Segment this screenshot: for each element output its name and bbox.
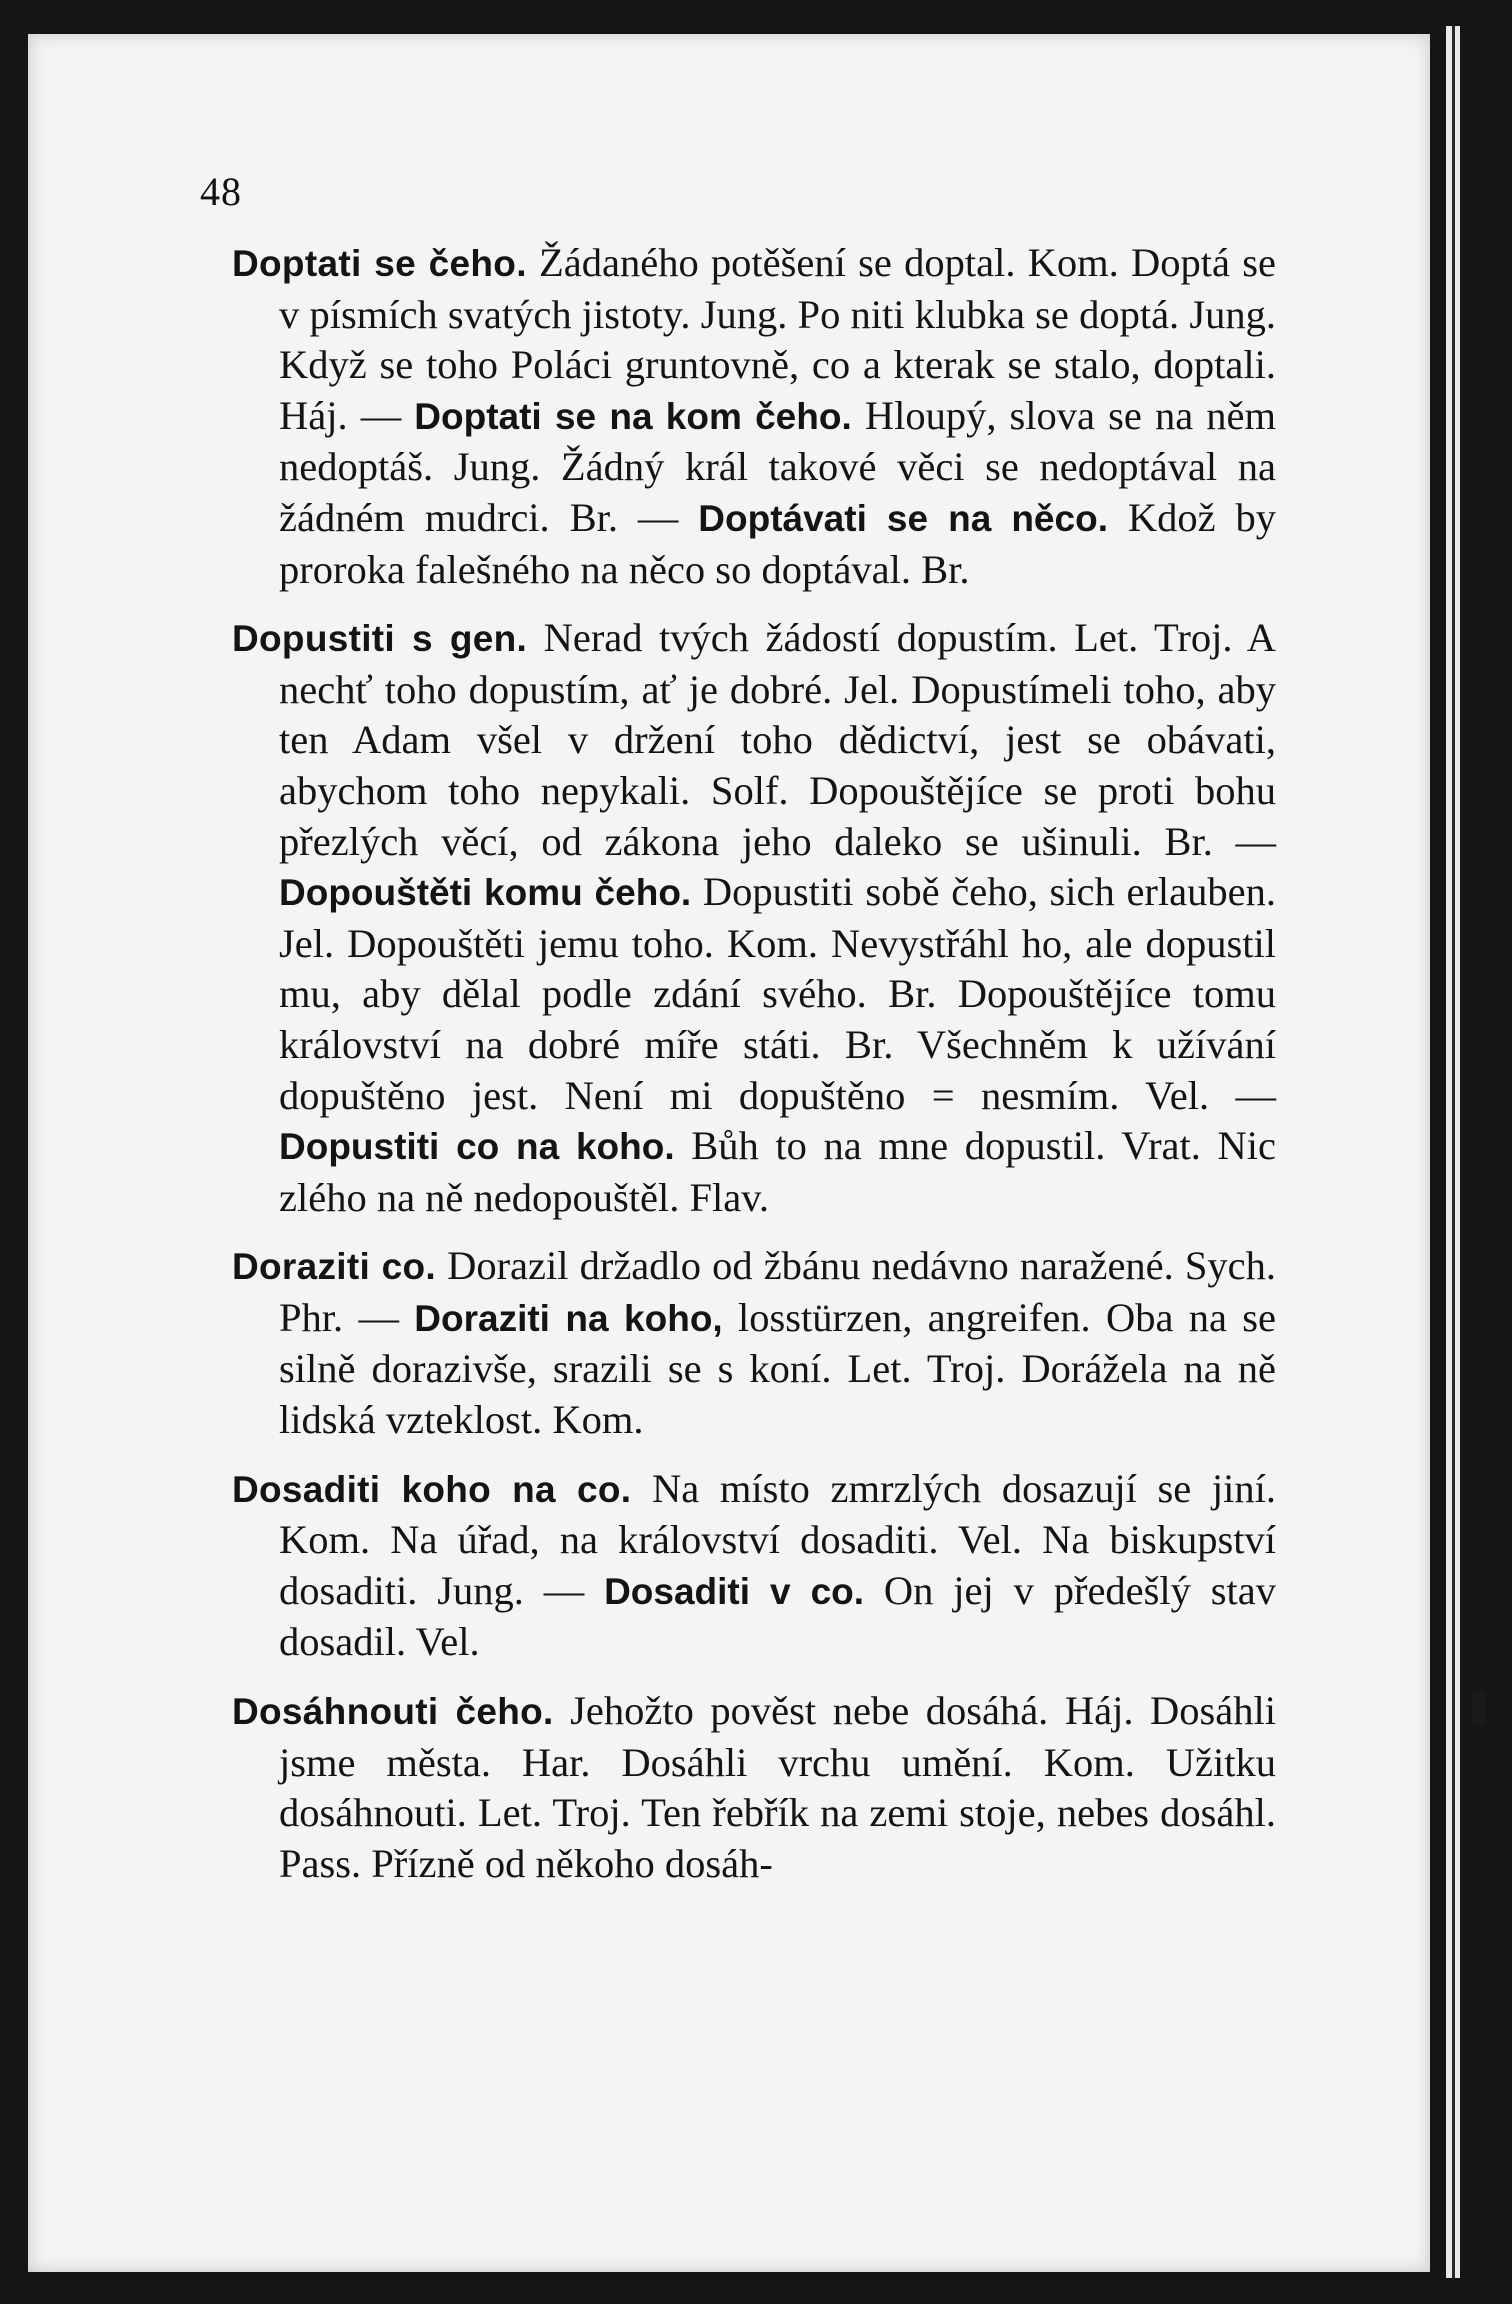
entry-subheadword: Dopustiti co na koho.	[279, 1126, 675, 1168]
dictionary-text	[232, 238, 1276, 1907]
entry-text: Jehožto pověst nebe dosáhá. Háj. Dosáhli jsme města. Har. Dosáhli vrchu umění. Kom. Užitku dosáhnouti. Let. Troj. Ten řebřík na zemi stoje, nebes dosáhl. Pass. Přízně od někoho dosáh-	[279, 1688, 1276, 1886]
entry-headword: Dosáhnouti čeho.	[232, 1691, 554, 1733]
entry-headword: Doraziti co.	[232, 1246, 436, 1288]
entry-subheadword: Dosaditi v co.	[604, 1570, 865, 1612]
entry-text: Dopustiti sobě čeho, sich erlauben. Jel. Dopouštěti jemu toho. Kom. Nevystřáhl ho, ale dopustil mu, aby dělal podle zdání svého. Br. Dopouštějíce tomu království na dobré míře státi. Br. Všechněm k užívání dopuštěno jest. Není mi dopuštěno = nesmím. Vel. —	[279, 869, 1276, 1118]
page-number: 48	[200, 169, 242, 214]
entry-subheadword: Doraziti na koho,	[414, 1297, 723, 1339]
entry-text: Na místo zmrzlých dosazují se jiní. Kom. Na úřad, na království dosaditi. Vel. Na biskupství dosaditi. Jung. —	[279, 1465, 1276, 1613]
entry-dosaditi	[232, 1464, 1276, 1668]
entry-headword: Doptati se čeho.	[232, 243, 527, 284]
entry-dopustiti	[232, 613, 1276, 1223]
entry-subheadword: Doptávati se na něco.	[698, 497, 1108, 539]
entry-headword: Dosaditi koho na co.	[232, 1468, 632, 1510]
entry-text: Nerad tvých žádostí dopustím. Let. Troj. A nechť toho dopustím, ať je dobré. Jel. Dopustímeli toho, aby ten Adam všel v držení toho dědictví, jest se obávati, abychom toho nepykali. Solf. Dopouštějíce se proti bohu přezlých věcí, od zákona jeho daleko se ušinuli. Br. —	[279, 615, 1276, 864]
entry-text: losstürzen, angreifen. Oba na se silně dorazivše, srazili se s koní. Let. Troj. Dorážela na ně lidská vzteklost. Kom.	[279, 1294, 1277, 1443]
page-fold-line	[1452, 26, 1455, 2278]
entry-text: Bůh to na mne dopustil. Vrat. Nic zlého na ně nedopouštěl. Flav.	[279, 1123, 1276, 1220]
entry-text: Žádaného potěšení se doptal. Kom. Doptá se v písmích svatých jistoty. Jung. Po niti klubka se doptá. Jung. Když se toho Poláci gruntovně, co a kterak se stalo, doptali. Háj. —	[279, 240, 1276, 438]
entry-dosahnouti	[232, 1686, 1276, 1889]
entry-text: Hloupý, slova se na něm nedoptáš. Jung. Žádný král takové věci se nedoptával na žádném mudrci. Br. —	[279, 392, 1276, 540]
scan-edge-mark	[1472, 1692, 1486, 1724]
entry-subheadword: Doptati se na kom čeho.	[414, 395, 852, 437]
entry-doraziti	[232, 1241, 1276, 1445]
entry-headword: Dopustiti s gen.	[232, 618, 528, 660]
entry-doptati	[232, 238, 1276, 595]
entry-text: Dorazil držadlo od žbánu nedávno naražené. Sych. Phr. —	[279, 1243, 1276, 1340]
entry-text: On jej v předešlý stav dosadil. Vel.	[279, 1567, 1276, 1665]
entry-text: Kdož by proroka falešného na něco so doptával. Br.	[279, 494, 1277, 592]
entry-subheadword: Dopouštěti komu čeho.	[279, 872, 692, 914]
